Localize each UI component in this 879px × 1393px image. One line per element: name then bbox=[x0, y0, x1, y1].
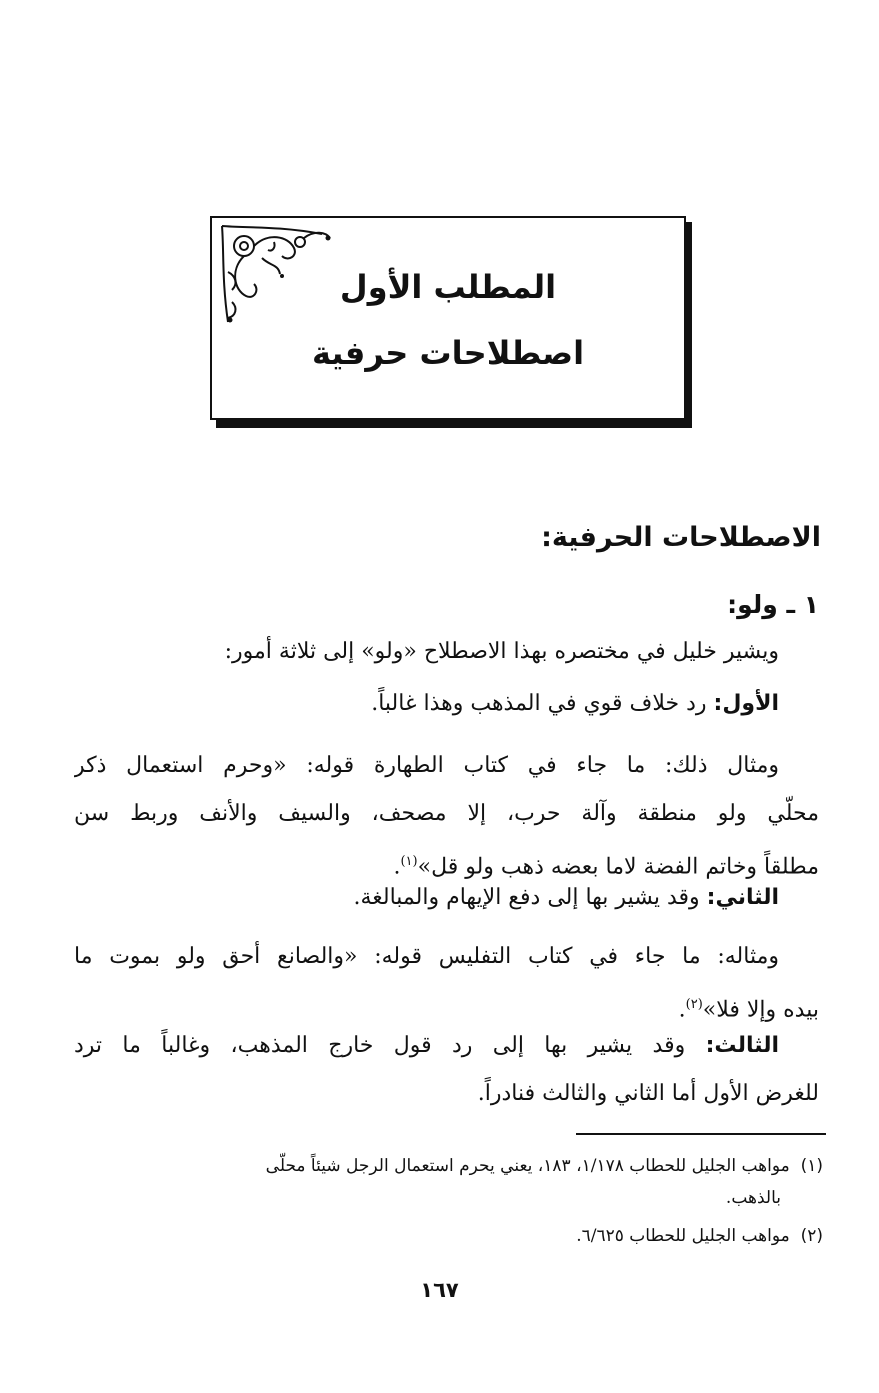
footnote-1-line1 bbox=[71, 1150, 823, 1182]
example1-line3-end: . bbox=[393, 854, 401, 880]
second-text: وقد يشير بها إلى دفع الإيهام والمبالغة. bbox=[353, 885, 700, 910]
footnote-2-number: (٢) bbox=[800, 1226, 823, 1246]
intro-paragraph bbox=[74, 628, 819, 676]
second-label: الثاني: bbox=[706, 885, 779, 910]
section-subtitle: اصطلاحات حرفية bbox=[311, 334, 585, 372]
second-paragraph bbox=[74, 874, 819, 922]
example1-line1: ومثال ذلك: ما جاء في كتاب الطهارة قوله: «وحرم استعمال ذكر bbox=[74, 753, 779, 778]
first-text: رد خلاف قوي في المذهب وهذا غالباً. bbox=[371, 691, 707, 716]
footnote-divider bbox=[576, 1133, 826, 1135]
example2-line2-text: بيده وإلا فلا» bbox=[702, 997, 819, 1023]
third-line2: للغرض الأول أما الثاني والثالث فنادراً. bbox=[477, 1081, 819, 1106]
example2-line1: ومثاله: ما جاء في كتاب التفليس قوله: «والصانع أحق ولو بموت ما bbox=[74, 944, 779, 969]
footnote-1 bbox=[71, 1150, 823, 1214]
example2-paragraph bbox=[74, 933, 819, 1029]
footnote-2 bbox=[71, 1220, 823, 1252]
footnote-2-line1 bbox=[71, 1220, 823, 1252]
footnote-ref-1: (١) bbox=[400, 854, 418, 869]
first-paragraph bbox=[74, 680, 819, 728]
section-heading: الاصطلاحات الحرفية: bbox=[541, 522, 821, 553]
example1-paragraph bbox=[74, 742, 819, 886]
footnote-2-text: مواهب الجليل للحطاب ٦/٦٢٥. bbox=[576, 1226, 790, 1246]
title-box bbox=[210, 216, 686, 420]
footnote-ref-2: (٢) bbox=[685, 997, 703, 1012]
example1-line2: محلّي ولو منطقة وآلة حرب، إلا مصحف، والسيف والأنف وربط سن bbox=[74, 801, 819, 826]
first-line bbox=[74, 680, 819, 728]
example2-line2-end: . bbox=[678, 997, 686, 1023]
example1-line3-text: مطلقاً وخاتم الفضة لاما بعضه ذهب ولو قل» bbox=[417, 854, 819, 880]
footnote-1-number: (١) bbox=[800, 1156, 823, 1176]
footnote-1-text: مواهب الجليل للحطاب ١/١٧٨، ١٨٣، يعني يحرم استعمال الرجل شيئاً محلّى bbox=[265, 1156, 790, 1176]
section-title: المطلب الأول bbox=[339, 268, 557, 306]
third-paragraph bbox=[74, 1022, 819, 1118]
third-label: الثالث: bbox=[705, 1033, 779, 1058]
footnote-1-line2: بالذهب. bbox=[725, 1188, 781, 1208]
page-number: ١٦٧ bbox=[420, 1278, 459, 1302]
first-label: الأول: bbox=[713, 691, 779, 716]
second-line bbox=[74, 874, 819, 922]
third-line1 bbox=[74, 1022, 819, 1070]
intro-line: ويشير خليل في مختصره بهذا الاصطلاح «ولو» إلى ثلاثة أمور: bbox=[224, 639, 779, 664]
third-text-1: وقد يشير بها إلى رد قول خارج المذهب، وغالباً ما ترد bbox=[74, 1033, 686, 1058]
item-heading: ١ ـ ولو: bbox=[727, 590, 819, 619]
